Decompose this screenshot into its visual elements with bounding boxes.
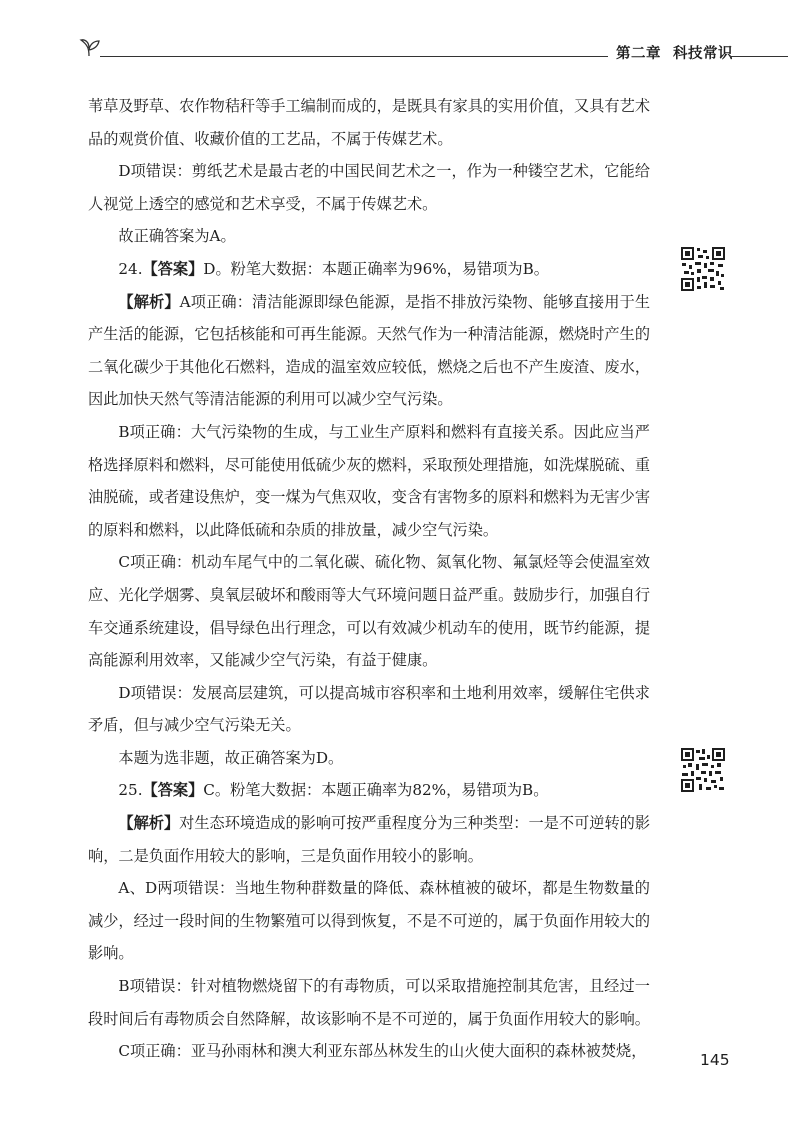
paragraph: D项错误：发展高层建筑，可以提高城市容积率和土地利用效率，缓解住宅供求矛盾，但与减少空气污染无关。	[88, 683, 650, 735]
answer-text: C。粉笔大数据：本题正确率为82%，易错项为B。	[203, 781, 549, 800]
analysis-text: 对生态环境造成的影响可按严重程度分为三种类型：一是不可逆转的影响，二是负面作用较大的影响，三是负面作用较小的影响。	[88, 814, 651, 865]
analysis-label: 【解析】	[118, 292, 180, 311]
paragraph: A、D两项错误：当地生物种群数量的降低、森林植被的破坏，都是生物数量的减少，经过一段时间的生物繁殖可以得到恢复，不是不可逆的，属于负面作用较大的影响。	[88, 879, 650, 963]
chapter-number: 第二章	[616, 46, 661, 62]
page-number: 145	[700, 1051, 730, 1069]
header-rule-left	[100, 56, 608, 57]
answer-label: 【答案】	[142, 781, 204, 800]
header-rule-right	[730, 56, 788, 57]
qr-code-icon[interactable]	[680, 747, 726, 793]
paragraph: C项正确：机动车尾气中的二氧化碳、硫化物、氮氧化物、氟氯烃等会使温室效应、光化学烟雾、臭氧层破坏和酸雨等大气环境问题日益严重。鼓励步行，加强自行车交通系统建设，倡导绿色出行理念，可以有效减少机动车的使用，既节约能源，提高能源利用效率，又能减少空气污染，有益于健康。	[88, 553, 650, 670]
page-header	[78, 34, 790, 60]
body-text	[88, 90, 650, 1068]
analysis-25	[88, 807, 650, 872]
paragraph: 苇草及野草、农作物秸秆等手工编制而成的，是既具有家具的实用价值，又具有艺术品的观赏价值、收藏价值的工艺品，不属于传媒艺术。	[88, 97, 650, 148]
question-number: 24.	[118, 259, 143, 278]
chapter-title	[616, 42, 733, 63]
section-title: 科技常识	[673, 46, 733, 62]
analysis-text: A项正确：清洁能源即绿色能源，是指不排放污染物、能够直接用于生产生活的能源，它包括核能和可再生能源。天然气作为一种清洁能源，燃烧时产生的二氧化碳少于其他化石燃料，造成的温室效应较低，燃烧之后也不产生废渣、废水，因此加快天然气等清洁能源的利用可以减少空气污染。	[88, 292, 651, 409]
paragraph: C项正确：亚马孙雨林和澳大利亚东部丛林发生的山火使大面积的森林被焚烧，	[118, 1042, 647, 1061]
paragraph: 本题为选非题，故正确答案为D。	[118, 748, 344, 767]
analysis-label: 【解析】	[118, 814, 180, 833]
paragraph: D项错误：剪纸艺术是最古老的中国民间艺术之一，作为一种镂空艺术，它能给人视觉上透空的感觉和艺术享受，不属于传媒艺术。	[88, 162, 650, 213]
question-number: 25.	[118, 781, 143, 800]
paragraph: B项错误：针对植物燃烧留下的有毒物质，可以采取措施控制其危害，且经过一段时间后有毒物质会自然降解，故该影响不是不可逆的，属于负面作用较大的影响。	[88, 977, 650, 1028]
paragraph: B项正确：大气污染物的生成，与工业生产原料和燃料有直接关系。因此应当严格选择原料和燃料，尽可能使用低硫少灰的燃料，采取预处理措施，如洗煤脱硫、重油脱硫，或者建设焦炉，变一煤为气焦双收，变含有害物多的原料和燃料为无害少害的原料和燃料，以此降低硫和杂质的排放量，减少空气污染。	[88, 422, 650, 539]
analysis-24	[88, 286, 650, 416]
answer-label: 【答案】	[142, 259, 204, 278]
qr-code-icon[interactable]	[680, 246, 726, 292]
leaf-icon	[78, 34, 102, 58]
answer-24	[88, 253, 650, 286]
answer-25	[88, 774, 650, 807]
paragraph: 故正确答案为A。	[118, 227, 236, 246]
answer-text: D。粉笔大数据：本题正确率为96%，易错项为B。	[203, 259, 549, 278]
